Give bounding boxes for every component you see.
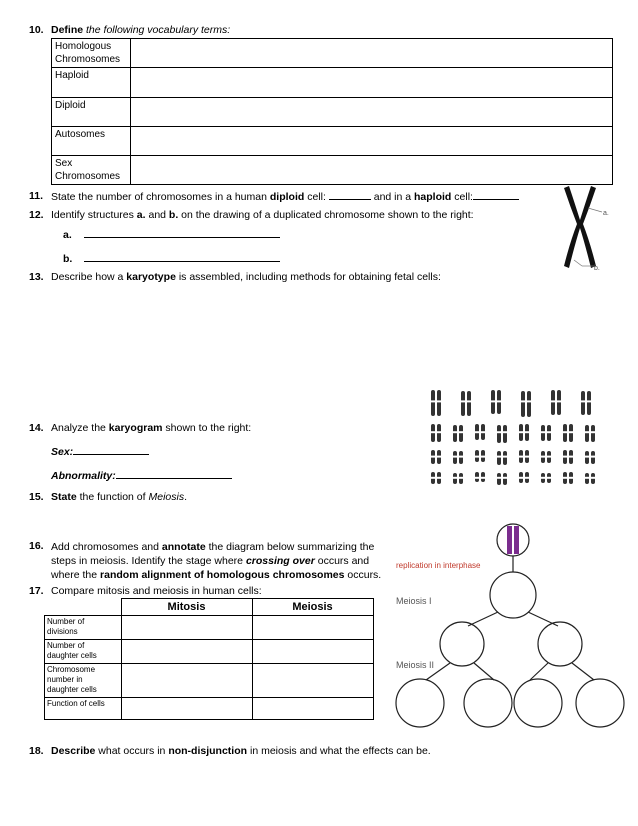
karyogram-band [591,431,595,433]
vocab-term: Homologous Chromosomes [52,39,131,68]
abnormality-blank[interactable] [116,469,232,479]
q14-number: 14. [29,422,44,434]
karyogram-band [519,477,523,479]
karyogram-chromosome [587,391,591,415]
label-line-a [588,208,602,212]
karyogram-band [467,400,471,402]
row-label: Function of cells [45,698,122,720]
vocabulary-table [51,38,613,185]
karyogram-band [475,431,479,433]
answer-cell[interactable] [252,640,373,664]
karyogram-band [431,477,435,479]
karyogram-chromosome [581,391,585,415]
karyogram-band [437,431,441,433]
answer-cell[interactable] [252,616,373,640]
karyogram-band [491,400,495,402]
karyogram-band [453,456,457,458]
chromosome-label-a: a. [603,210,609,217]
karyogram-band [481,431,485,433]
karyogram-chromosome [585,425,589,442]
karyogram-band [481,456,485,458]
answer-cell[interactable] [121,664,252,698]
answer-cell[interactable] [252,698,373,720]
karyogram-chromosome [503,451,507,465]
karyogram-band [497,431,501,433]
interphase-cell [497,524,529,556]
q16-text: Add chromosomes and annotate the diagram below summarizing the steps in meiosis. Identify the stage where crossing over occurs and where the random alignment of homologous chromosomes occurs. [51,541,382,581]
q17-text: Compare mitosis and meiosis in human cells: [51,585,262,597]
q13-text: Describe how a karyotype is assembled, including methods for obtaining fetal cells: [51,271,441,283]
karyogram-band [541,477,545,479]
q12-answer-b[interactable] [84,252,280,262]
karyogram-band [519,431,523,433]
q15-number: 15. [29,491,44,503]
meiosis-i-daughter-cell [538,622,582,666]
q18-number: 18. [29,745,44,757]
row-label: Chromosome number in daughter cells [45,664,122,698]
karyogram-band [459,477,463,479]
q10-number: 10. [29,24,44,36]
q12-number: 12. [29,209,44,221]
q15-text: State the function of Meiosis. [51,491,188,503]
answer-cell[interactable] [121,616,252,640]
q10-prompt: Define the following vocabulary terms: [51,24,231,36]
gamete-cell [576,679,624,727]
q12-item-b-label: b. [63,253,73,265]
gamete-cell [514,679,562,727]
karyogram-band [569,431,573,433]
karyogram-band [503,431,507,433]
q13-number: 13. [29,271,44,283]
karyogram-chromosome [557,390,561,415]
mitosis-meiosis-table [44,598,374,720]
karyogram-band [437,400,441,402]
karyogram-band [563,477,567,479]
karyogram-band [557,400,561,402]
sex-blank[interactable] [73,445,149,455]
karyogram-band [437,477,441,479]
karyogram-band [563,456,567,458]
karyogram-band [453,431,457,433]
karyogram-band [521,400,525,402]
karyogram-band [459,456,463,458]
karyogram-band [541,456,545,458]
vocab-term: Haploid [52,68,131,98]
karyogram-band [503,456,507,458]
karyogram-band [453,477,457,479]
answer-cell[interactable] [252,664,373,698]
gamete-cell [396,679,444,727]
karyogram-band [459,431,463,433]
karyogram-chromosome [527,391,531,417]
q14-text: Analyze the karyogram shown to the right: [51,422,252,434]
karyogram-band [525,477,529,479]
vocab-definition-cell[interactable] [131,127,613,156]
karyogram-band [431,456,435,458]
q12-text: Identify structures a. and b. on the drawing of a duplicated chromosome shown to the right: [51,209,474,221]
chromosome-label-b: b. [594,265,600,272]
vocab-definition-cell[interactable] [131,156,613,185]
chromosome-band-left [507,526,512,554]
q16-number: 16. [29,540,44,552]
karyogram-band [525,431,529,433]
duplicated-chromosome-drawing [560,186,620,276]
vocab-definition-cell[interactable] [131,68,613,98]
karyogram-chromosome [467,391,471,416]
karyogram-band [547,431,551,433]
q12-answer-a[interactable] [84,228,280,238]
chromosome-shape [564,186,596,268]
karyogram-band [547,456,551,458]
vocab-term: Diploid [52,98,131,127]
vocab-definition-cell[interactable] [131,39,613,68]
karyogram-chromosome [437,390,441,416]
karyogram-band [587,400,591,402]
sex-line: Sex: [51,445,149,458]
karyogram-band [431,431,435,433]
karyogram-band [497,400,501,402]
answer-cell[interactable] [121,640,252,664]
karyogram-band [497,456,501,458]
interphase-label: replication in interphase [396,561,481,570]
karyogram-chromosome [431,390,435,416]
parent-cell [490,572,536,618]
q18-text: Describe what occurs in non-disjunction in meiosis and what the effects can be. [51,745,431,757]
meiosis-diagram [390,518,630,743]
karyogram-band [591,456,595,458]
karyogram-band [475,477,479,479]
meiosis-i-daughter-cell [440,622,484,666]
karyogram-chromosome [521,391,525,417]
karyogram-band [461,400,465,402]
karyogram-band [585,456,589,458]
karyogram-band [569,477,573,479]
karyogram-chromosome [461,391,465,416]
karyogram-chromosome [459,425,463,442]
karyogram-band [527,400,531,402]
vocab-term: Autosomes [52,127,131,156]
label-line-b [574,260,582,266]
karyogram-chromosome [497,473,501,485]
meiosis-header: Meiosis [252,599,373,616]
karyogram-band [475,456,479,458]
karyogram-chromosome [497,425,501,443]
q17-number: 17. [29,585,44,597]
vocab-definition-cell[interactable] [131,98,613,127]
gamete-cell [464,679,512,727]
q12-item-a-label: a. [63,229,72,241]
karyogram-band [519,456,523,458]
abnormality-line: Abnormality: [51,469,232,482]
karyogram-band [563,431,567,433]
row-label: Number of daughter cells [45,640,122,664]
karyogram-band [497,477,501,479]
karyogram-band [525,456,529,458]
meiosis-ii-label: Meiosis II [396,660,435,670]
answer-cell[interactable] [121,698,252,720]
karyogram-band [547,477,551,479]
karyogram-chromosome [551,390,555,415]
diploid-blank[interactable] [329,190,371,200]
karyogram-band [431,400,435,402]
vocab-term: Sex Chromosomes [52,156,131,185]
karyogram-chromosome [503,473,507,485]
haploid-blank[interactable] [473,190,519,200]
mitosis-header: Mitosis [121,599,252,616]
karyogram-band [503,477,507,479]
karyogram-band [585,431,589,433]
karyogram-band [591,477,595,479]
karyogram-band [585,477,589,479]
karyogram-image [425,384,610,496]
q11-text: State the number of chromosomes in a human diploid cell: and in a haploid cell: [51,190,519,203]
karyogram-chromosome [503,425,507,443]
chromosome-band-right [514,526,519,554]
karyogram-band [581,400,585,402]
karyogram-chromosome [453,425,457,442]
karyogram-band [541,431,545,433]
karyogram-band [481,477,485,479]
karyogram-chromosome [497,451,501,465]
karyogram-chromosome [591,425,595,442]
karyogram-band [551,400,555,402]
karyogram-band [569,456,573,458]
q11-number: 11. [29,190,44,202]
row-label: Number of divisions [45,616,122,640]
meiosis-i-label: Meiosis I [396,596,432,606]
karyogram-band [437,456,441,458]
